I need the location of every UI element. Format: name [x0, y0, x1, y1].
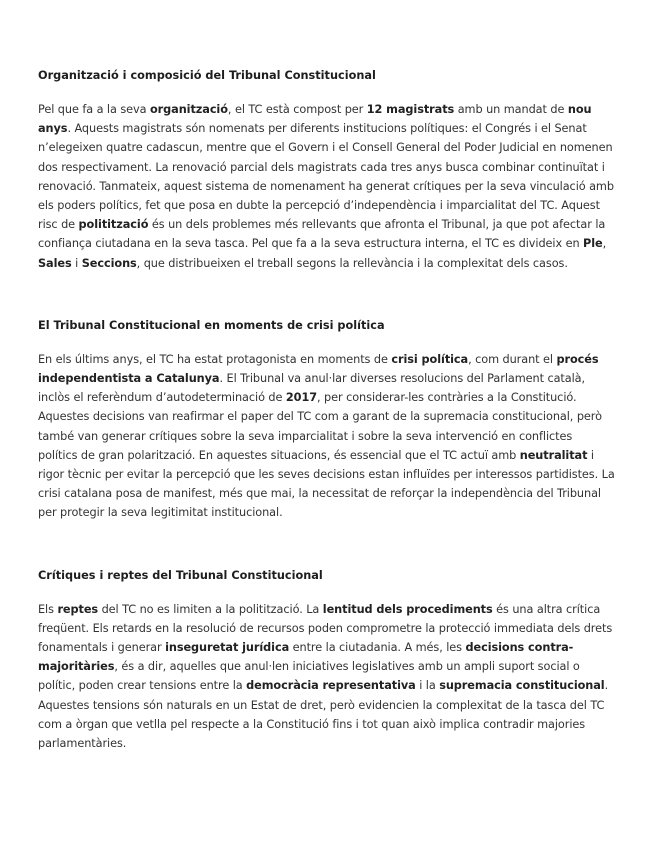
text-run: , és a dir, aquelles que anul·len iniciatives legislatives amb un ampli suport social o polític, poden crear tensions entre la [38, 660, 580, 693]
section-heading: El Tribunal Constitucional en moments de crisi política [38, 318, 385, 332]
text-run: i la [415, 679, 440, 693]
text-run: . Aquestes tensions són naturals en un Estat de dret, però evidencien la complexitat de la tasca del TC com a òrgan que vetlla pel respecte a la Constitució fins i tot quan això implica contradir majories parlamentàries. [38, 679, 609, 751]
emphasized-text: democràcia representativa [246, 679, 416, 693]
section-political-crisis [38, 317, 615, 523]
section-paragraph [38, 600, 615, 754]
text-run: i rigor tècnic per evitar la percepció que les seves decisions estan influïdes per interessos partidistes. La crisi catalana posa de manifest, més que mai, la necessitat de reforçar la independència del Tribunal per protegir la seva legitimitat institucional. [38, 448, 615, 520]
text-run: és un dels problemes més rellevants que afronta el Tribunal, ja que pot afectar la confiança ciutadana en la seva tasca. Pel que fa a la seva estructura interna, el TC es divideix en [38, 218, 606, 251]
text-run: entre la ciutadania. A més, les [289, 641, 466, 655]
emphasized-text: reptes [57, 602, 99, 616]
emphasized-text: Ple [583, 237, 603, 251]
text-run: , [602, 237, 607, 251]
section-criticism-challenges [38, 567, 615, 754]
text-run: . El Tribunal va anul·lar diverses resolucions del Parlament català, inclòs el referèndum d’autodeterminació de [38, 372, 586, 405]
emphasized-text: crisi política [391, 352, 469, 366]
text-run: , com durant el [468, 352, 557, 366]
text-run: Pel que fa a la seva [38, 103, 150, 116]
emphasized-text: 2017 [285, 391, 318, 405]
text-run: , per considerar-les contràries a la Constitució. Aquestes decisions van reafirmar el paper del TC com a garant de la supremacia constitucional, però també van generar crítiques sobre la seva imparcialitat i sobre la seva intervenció en conflictes polítics de gran polarització. En aquestes situacions, és essencial que el TC actuï amb [38, 391, 602, 462]
section-paragraph [38, 100, 615, 273]
section-heading: Crítiques i reptes del Tribunal Constitucional [38, 568, 323, 582]
emphasized-text: 12 magistrats [366, 103, 455, 116]
text-run: amb un mandat de [454, 103, 568, 116]
text-run: del TC no es limiten a la politització. La [98, 602, 323, 616]
emphasized-text: lentitud dels procediments [322, 602, 493, 616]
emphasized-text: organització [149, 103, 228, 116]
emphasized-text: Seccions [81, 256, 137, 270]
emphasized-text: inseguretat jurídica [165, 641, 290, 655]
section-heading: Organització i composició del Tribunal Constitucional [38, 69, 376, 82]
text-run: Els [38, 602, 58, 616]
emphasized-text: nou anys [38, 103, 592, 136]
emphasized-text: procés independentista a Catalunya [38, 352, 599, 386]
section-paragraph [38, 350, 615, 523]
emphasized-text: Sales [38, 256, 72, 270]
text-run: En els últims anys, el TC ha estat protagonista en moments de [38, 352, 392, 366]
text-run: és una altra crítica freqüent. Els retards en la resolució de recursos poden comprometre la protecció immediata dels drets fonamentals i generar [38, 602, 613, 655]
emphasized-text: supremacia constitucional [439, 679, 605, 693]
text-run: , el TC està compost per [227, 103, 367, 116]
text-run: i [71, 256, 82, 270]
section-organization [38, 67, 615, 273]
emphasized-text: neutralitat [519, 448, 588, 462]
text-run: , que distribueixen el treball segons la rellevància i la complexitat dels casos. [136, 256, 568, 270]
emphasized-text: decisions contra-majoritàries [38, 641, 574, 674]
text-run: . Aquests magistrats són nomenats per diferents institucions polítiques: el Congrés i el Senat n’elegeixen quatre cadascun, mentre que el Govern i el Consell General del Poder Judicial en nomenen dos respectivament. La renovació parcial dels magistrats cada tres anys busca combinar continuïtat i renovació. Tanmateix, aquest sistema de nomenament ha generat crítiques per la seva vinculació amb els poders polítics, fet que posa en dubte la percepció d’independència i imparcialitat del TC. Aquest risc de [38, 122, 614, 232]
emphasized-text: politització [78, 218, 149, 232]
